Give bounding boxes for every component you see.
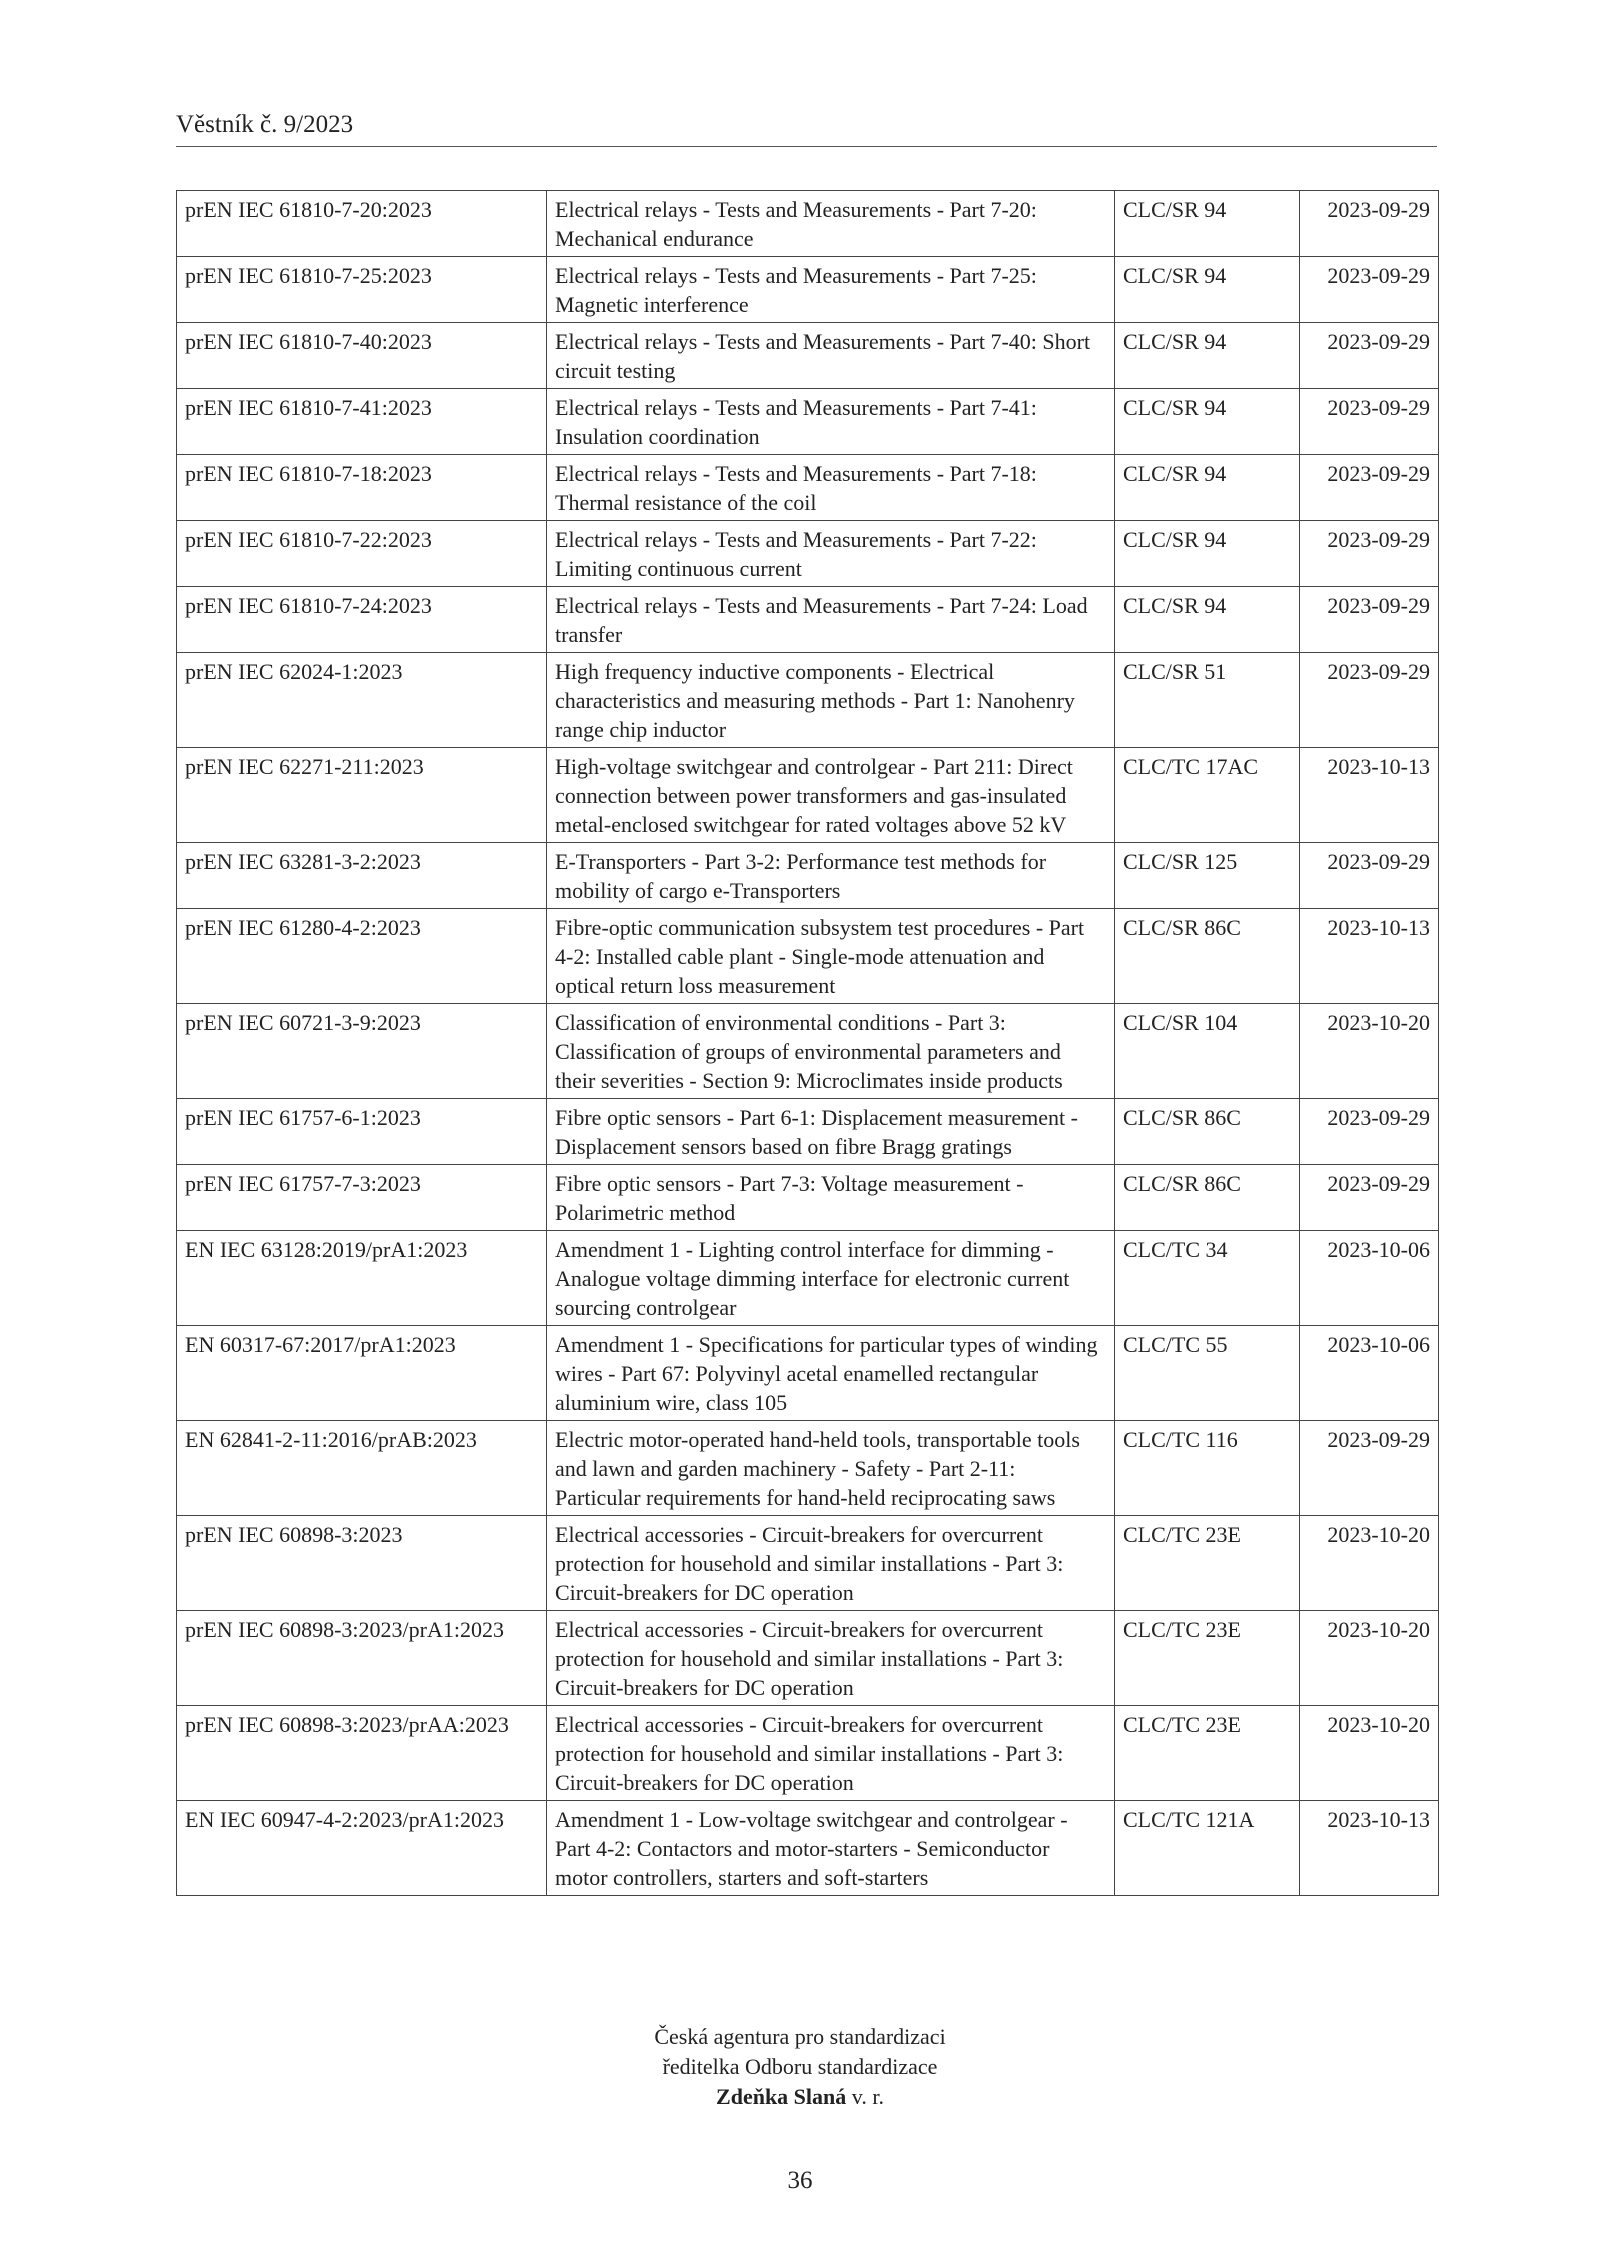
cell-title: Electrical accessories - Circuit-breakers for overcurrent protection for household and similar installations - Part 3: Circuit-breakers for DC operation (547, 1706, 1115, 1801)
table-row (177, 191, 1439, 257)
cell-date: 2023-10-13 (1300, 909, 1439, 1004)
cell-date: 2023-10-20 (1300, 1611, 1439, 1706)
cell-date: 2023-09-29 (1300, 1099, 1439, 1165)
table-row (177, 257, 1439, 323)
cell-title: E-Transporters - Part 3-2: Performance test methods for mobility of cargo e-Transporters (547, 843, 1115, 909)
cell-date: 2023-10-13 (1300, 1801, 1439, 1896)
table-row (177, 389, 1439, 455)
cell-designation: prEN IEC 61757-7-3:2023 (177, 1165, 547, 1231)
cell-designation: prEN IEC 61810-7-24:2023 (177, 587, 547, 653)
table-row (177, 455, 1439, 521)
cell-committee: CLC/TC 55 (1115, 1326, 1300, 1421)
cell-designation: prEN IEC 61280-4-2:2023 (177, 909, 547, 1004)
cell-date: 2023-10-06 (1300, 1231, 1439, 1326)
cell-committee: CLC/SR 94 (1115, 323, 1300, 389)
cell-title: Electrical relays - Tests and Measurements - Part 7-25: Magnetic interference (547, 257, 1115, 323)
cell-committee: CLC/TC 23E (1115, 1516, 1300, 1611)
cell-date: 2023-09-29 (1300, 1421, 1439, 1516)
table-row (177, 1099, 1439, 1165)
table-body (177, 191, 1439, 1896)
cell-committee: CLC/TC 23E (1115, 1611, 1300, 1706)
cell-title: Electrical relays - Tests and Measurements - Part 7-22: Limiting continuous current (547, 521, 1115, 587)
cell-date: 2023-10-20 (1300, 1004, 1439, 1099)
cell-title: Electrical relays - Tests and Measurements - Part 7-20: Mechanical endurance (547, 191, 1115, 257)
cell-designation: prEN IEC 60898-3:2023/prA1:2023 (177, 1611, 547, 1706)
cell-committee: CLC/SR 51 (1115, 653, 1300, 748)
cell-designation: prEN IEC 61810-7-18:2023 (177, 455, 547, 521)
table-row (177, 521, 1439, 587)
cell-committee: CLC/TC 23E (1115, 1706, 1300, 1801)
table-row (177, 323, 1439, 389)
cell-committee: CLC/TC 121A (1115, 1801, 1300, 1896)
table-row (177, 748, 1439, 843)
table-row (177, 909, 1439, 1004)
cell-designation: EN IEC 63128:2019/prA1:2023 (177, 1231, 547, 1326)
cell-designation: prEN IEC 61810-7-40:2023 (177, 323, 547, 389)
signatory-position: ředitelka Odboru standardizace (662, 2054, 938, 2079)
cell-title: High-voltage switchgear and controlgear - Part 211: Direct connection between power transformers and gas-insulated metal-enclosed switchgear for rated voltages above 52 kV (547, 748, 1115, 843)
cell-committee: CLC/TC 17AC (1115, 748, 1300, 843)
cell-committee: CLC/TC 116 (1115, 1421, 1300, 1516)
table-row (177, 1004, 1439, 1099)
cell-date: 2023-09-29 (1300, 653, 1439, 748)
cell-designation: prEN IEC 61810-7-41:2023 (177, 389, 547, 455)
page-header (176, 110, 1437, 147)
cell-date: 2023-09-29 (1300, 1165, 1439, 1231)
signature-suffix: v. r. (851, 2084, 884, 2109)
cell-committee: CLC/SR 86C (1115, 1165, 1300, 1231)
cell-date: 2023-09-29 (1300, 521, 1439, 587)
cell-designation: EN IEC 60947-4-2:2023/prA1:2023 (177, 1801, 547, 1896)
cell-committee: CLC/SR 125 (1115, 843, 1300, 909)
cell-date: 2023-09-29 (1300, 191, 1439, 257)
table-row (177, 1231, 1439, 1326)
cell-title: Fibre optic sensors - Part 6-1: Displacement measurement - Displacement sensors based on fibre Bragg gratings (547, 1099, 1115, 1165)
table-row (177, 653, 1439, 748)
cell-committee: CLC/TC 34 (1115, 1231, 1300, 1326)
cell-designation: prEN IEC 62024-1:2023 (177, 653, 547, 748)
table-row (177, 1421, 1439, 1516)
cell-title: Amendment 1 - Lighting control interface for dimming - Analogue voltage dimming interface for electronic current sourcing controlgear (547, 1231, 1115, 1326)
cell-date: 2023-09-29 (1300, 323, 1439, 389)
cell-committee: CLC/SR 94 (1115, 455, 1300, 521)
cell-designation: prEN IEC 61810-7-25:2023 (177, 257, 547, 323)
cell-committee: CLC/SR 94 (1115, 257, 1300, 323)
cell-title: High frequency inductive components - Electrical characteristics and measuring methods - Part 1: Nanohenry range chip inductor (547, 653, 1115, 748)
table-row (177, 1706, 1439, 1801)
cell-committee: CLC/SR 94 (1115, 521, 1300, 587)
agency-name: Česká agentura pro standardizaci (654, 2024, 946, 2049)
signature-block (0, 2022, 1600, 2112)
cell-date: 2023-09-29 (1300, 389, 1439, 455)
cell-date: 2023-09-29 (1300, 257, 1439, 323)
cell-committee: CLC/SR 86C (1115, 1099, 1300, 1165)
cell-title: Electrical relays - Tests and Measurements - Part 7-18: Thermal resistance of the coil (547, 455, 1115, 521)
cell-designation: prEN IEC 60898-3:2023 (177, 1516, 547, 1611)
cell-date: 2023-10-13 (1300, 748, 1439, 843)
table-row (177, 1611, 1439, 1706)
signatory-name: Zdeňka Slaná (716, 2084, 847, 2109)
cell-title: Amendment 1 - Low-voltage switchgear and controlgear - Part 4-2: Contactors and motor-starters - Semiconductor motor controllers, starters and soft-starters (547, 1801, 1115, 1896)
cell-committee: CLC/SR 94 (1115, 389, 1300, 455)
cell-title: Electrical relays - Tests and Measurements - Part 7-24: Load transfer (547, 587, 1115, 653)
cell-date: 2023-10-20 (1300, 1516, 1439, 1611)
table-row (177, 587, 1439, 653)
cell-title: Electrical accessories - Circuit-breakers for overcurrent protection for household and similar installations - Part 3: Circuit-breakers for DC operation (547, 1516, 1115, 1611)
cell-title: Electric motor-operated hand-held tools, transportable tools and lawn and garden machinery - Safety - Part 2-11: Particular requirements for hand-held reciprocating saws (547, 1421, 1115, 1516)
cell-title: Fibre optic sensors - Part 7-3: Voltage measurement - Polarimetric method (547, 1165, 1115, 1231)
cell-designation: prEN IEC 61810-7-22:2023 (177, 521, 547, 587)
cell-committee: CLC/SR 104 (1115, 1004, 1300, 1099)
cell-date: 2023-09-29 (1300, 455, 1439, 521)
cell-designation: EN 60317-67:2017/prA1:2023 (177, 1326, 547, 1421)
table-row (177, 1326, 1439, 1421)
table-row (177, 1165, 1439, 1231)
cell-designation: EN 62841-2-11:2016/prAB:2023 (177, 1421, 547, 1516)
header-title: Věstník č. 9/2023 (176, 111, 354, 138)
cell-date: 2023-10-06 (1300, 1326, 1439, 1421)
cell-title: Electrical relays - Tests and Measurements - Part 7-41: Insulation coordination (547, 389, 1115, 455)
standards-table (176, 190, 1439, 1896)
cell-title: Amendment 1 - Specifications for particular types of winding wires - Part 67: Polyvinyl acetal enamelled rectangular aluminium wire, class 105 (547, 1326, 1115, 1421)
signatory-line (0, 2082, 1600, 2112)
cell-designation: prEN IEC 61810-7-20:2023 (177, 191, 547, 257)
cell-title: Electrical relays - Tests and Measurements - Part 7-40: Short circuit testing (547, 323, 1115, 389)
cell-committee: CLC/SR 94 (1115, 191, 1300, 257)
cell-date: 2023-10-20 (1300, 1706, 1439, 1801)
table-row (177, 1801, 1439, 1896)
cell-designation: prEN IEC 61757-6-1:2023 (177, 1099, 547, 1165)
cell-committee: CLC/SR 94 (1115, 587, 1300, 653)
cell-committee: CLC/SR 86C (1115, 909, 1300, 1004)
cell-date: 2023-09-29 (1300, 843, 1439, 909)
cell-designation: prEN IEC 62271-211:2023 (177, 748, 547, 843)
table-row (177, 843, 1439, 909)
cell-title: Fibre-optic communication subsystem test procedures - Part 4-2: Installed cable plant - Single-mode attenuation and optical return loss measurement (547, 909, 1115, 1004)
cell-designation: prEN IEC 60721-3-9:2023 (177, 1004, 547, 1099)
table-row (177, 1516, 1439, 1611)
cell-designation: prEN IEC 63281-3-2:2023 (177, 843, 547, 909)
cell-designation: prEN IEC 60898-3:2023/prAA:2023 (177, 1706, 547, 1801)
cell-title: Electrical accessories - Circuit-breakers for overcurrent protection for household and similar installations - Part 3: Circuit-breakers for DC operation (547, 1611, 1115, 1706)
cell-date: 2023-09-29 (1300, 587, 1439, 653)
page-number: 36 (787, 2167, 813, 2194)
cell-title: Classification of environmental conditions - Part 3: Classification of groups of environmental parameters and their severities - Section 9: Microclimates inside products (547, 1004, 1115, 1099)
